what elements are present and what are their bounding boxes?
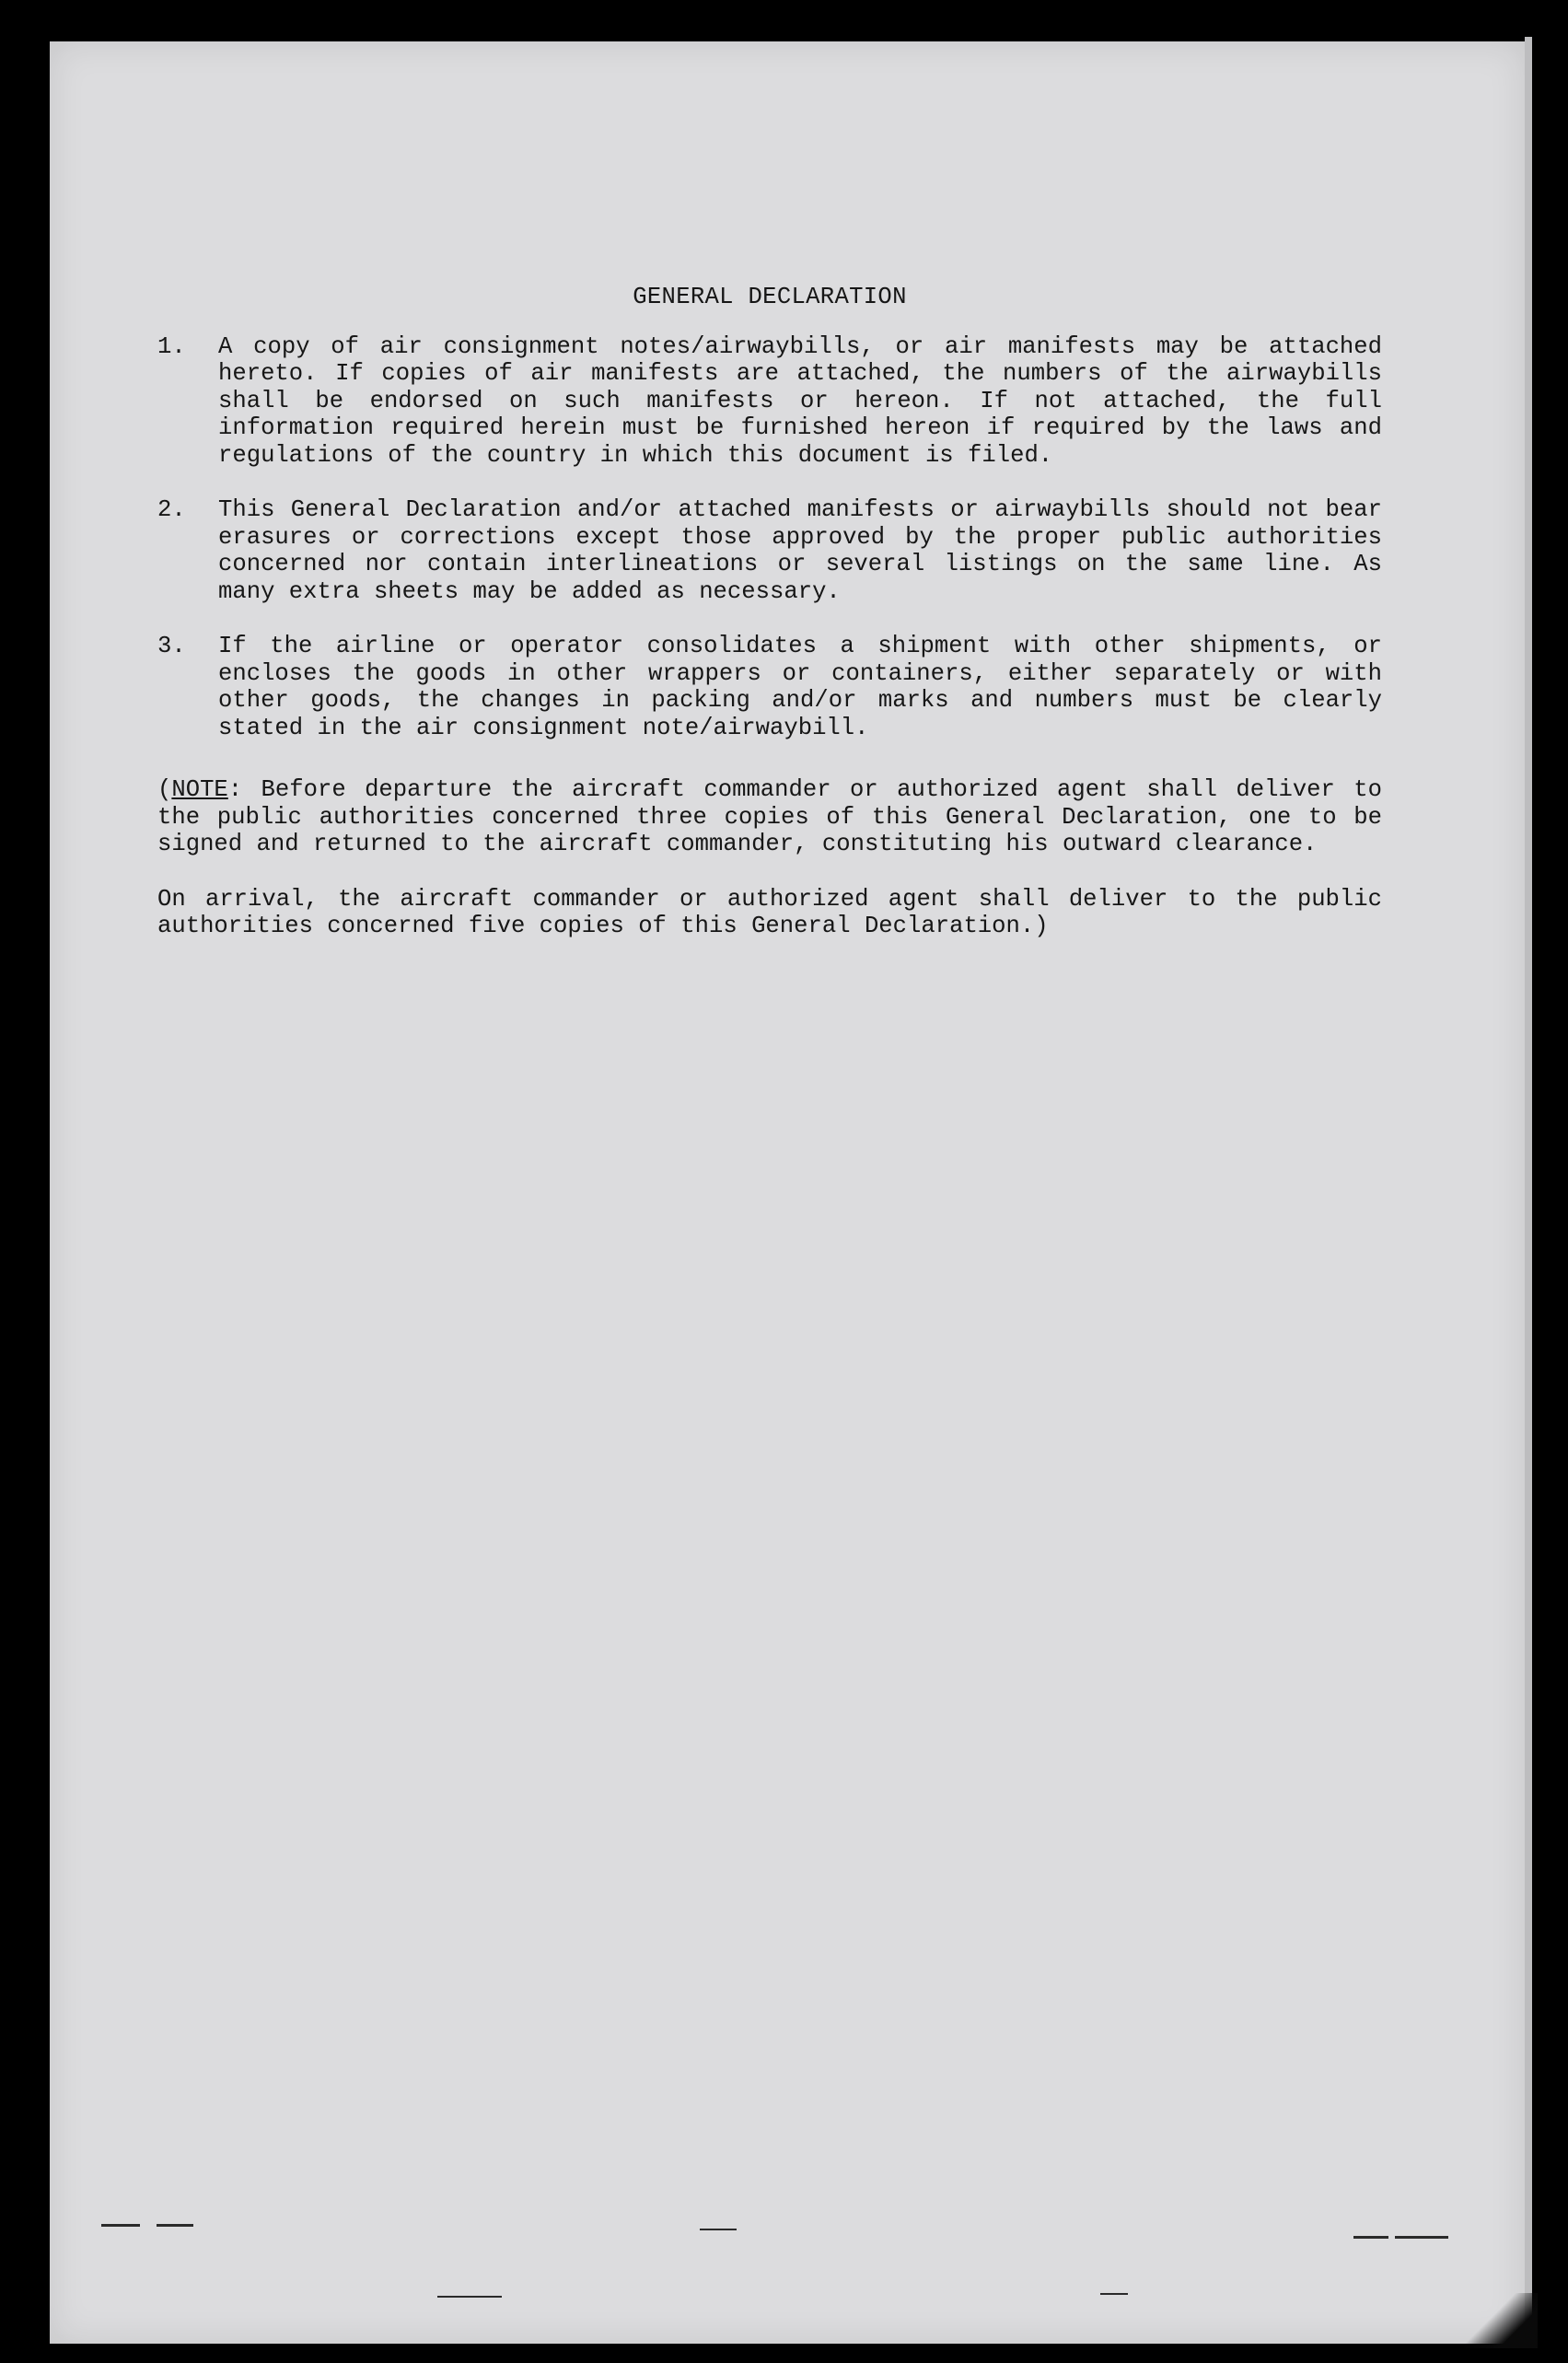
item-text: If the airline or operator consolidates a shipment with other shipments, or encloses the goods in other wrappers or containers, either separately or with other goods, the changes in packing and/or marks and numbers must be clearly stated in the air consignment note/airwaybill. xyxy=(218,633,1382,741)
item-number: 3. xyxy=(157,633,186,659)
document-title: GENERAL DECLARATION xyxy=(633,284,907,310)
declaration-item-1 xyxy=(157,333,1382,470)
scan-mark xyxy=(1353,2236,1388,2239)
declaration-item-3 xyxy=(157,633,1382,741)
scan-mark xyxy=(101,2224,140,2227)
item-number: 2. xyxy=(157,496,186,523)
note-label: NOTE xyxy=(171,776,228,803)
scan-mark xyxy=(1100,2293,1128,2295)
note-paragraph xyxy=(157,776,1382,858)
note-text: : Before departure the aircraft commander or authorized agent shall deliver to the public authorities concerned three copies of this General Declaration, one to be signed and returned to the aircraft commander, constituting his outward clearance. xyxy=(157,776,1382,857)
document-body xyxy=(157,284,1382,940)
item-text: This General Declaration and/or attached manifests or airwaybills should not bear erasures or corrections except those approved by the proper public authorities concerned nor contain interlineations or several listings on the same line. As many extra sheets may be added as necessary. xyxy=(218,496,1382,605)
note-open-paren: ( xyxy=(157,776,172,803)
scan-mark xyxy=(437,2296,502,2298)
declaration-item-2 xyxy=(157,496,1382,605)
scan-mark xyxy=(157,2224,193,2227)
item-number: 1. xyxy=(157,332,186,360)
page-edge xyxy=(1525,37,1532,2348)
arrival-paragraph: On arrival, the aircraft commander or authorized agent shall deliver to the public authorities concerned five copies of this General Declaration.) xyxy=(157,885,1382,939)
item-text: A copy of air consignment notes/airwaybills, or air manifests may be attached hereto. If copies of air manifests are attached, the numbers of the airwaybills shall be endorsed on such manifests or hereon. If not attached, the full information required herein must be furnished hereon if required by the laws and regulations of the country in which this document is filed. xyxy=(218,332,1382,469)
scan-mark xyxy=(700,2229,737,2230)
page-corner-shadow xyxy=(1464,2293,1538,2348)
scan-mark xyxy=(1395,2236,1448,2239)
